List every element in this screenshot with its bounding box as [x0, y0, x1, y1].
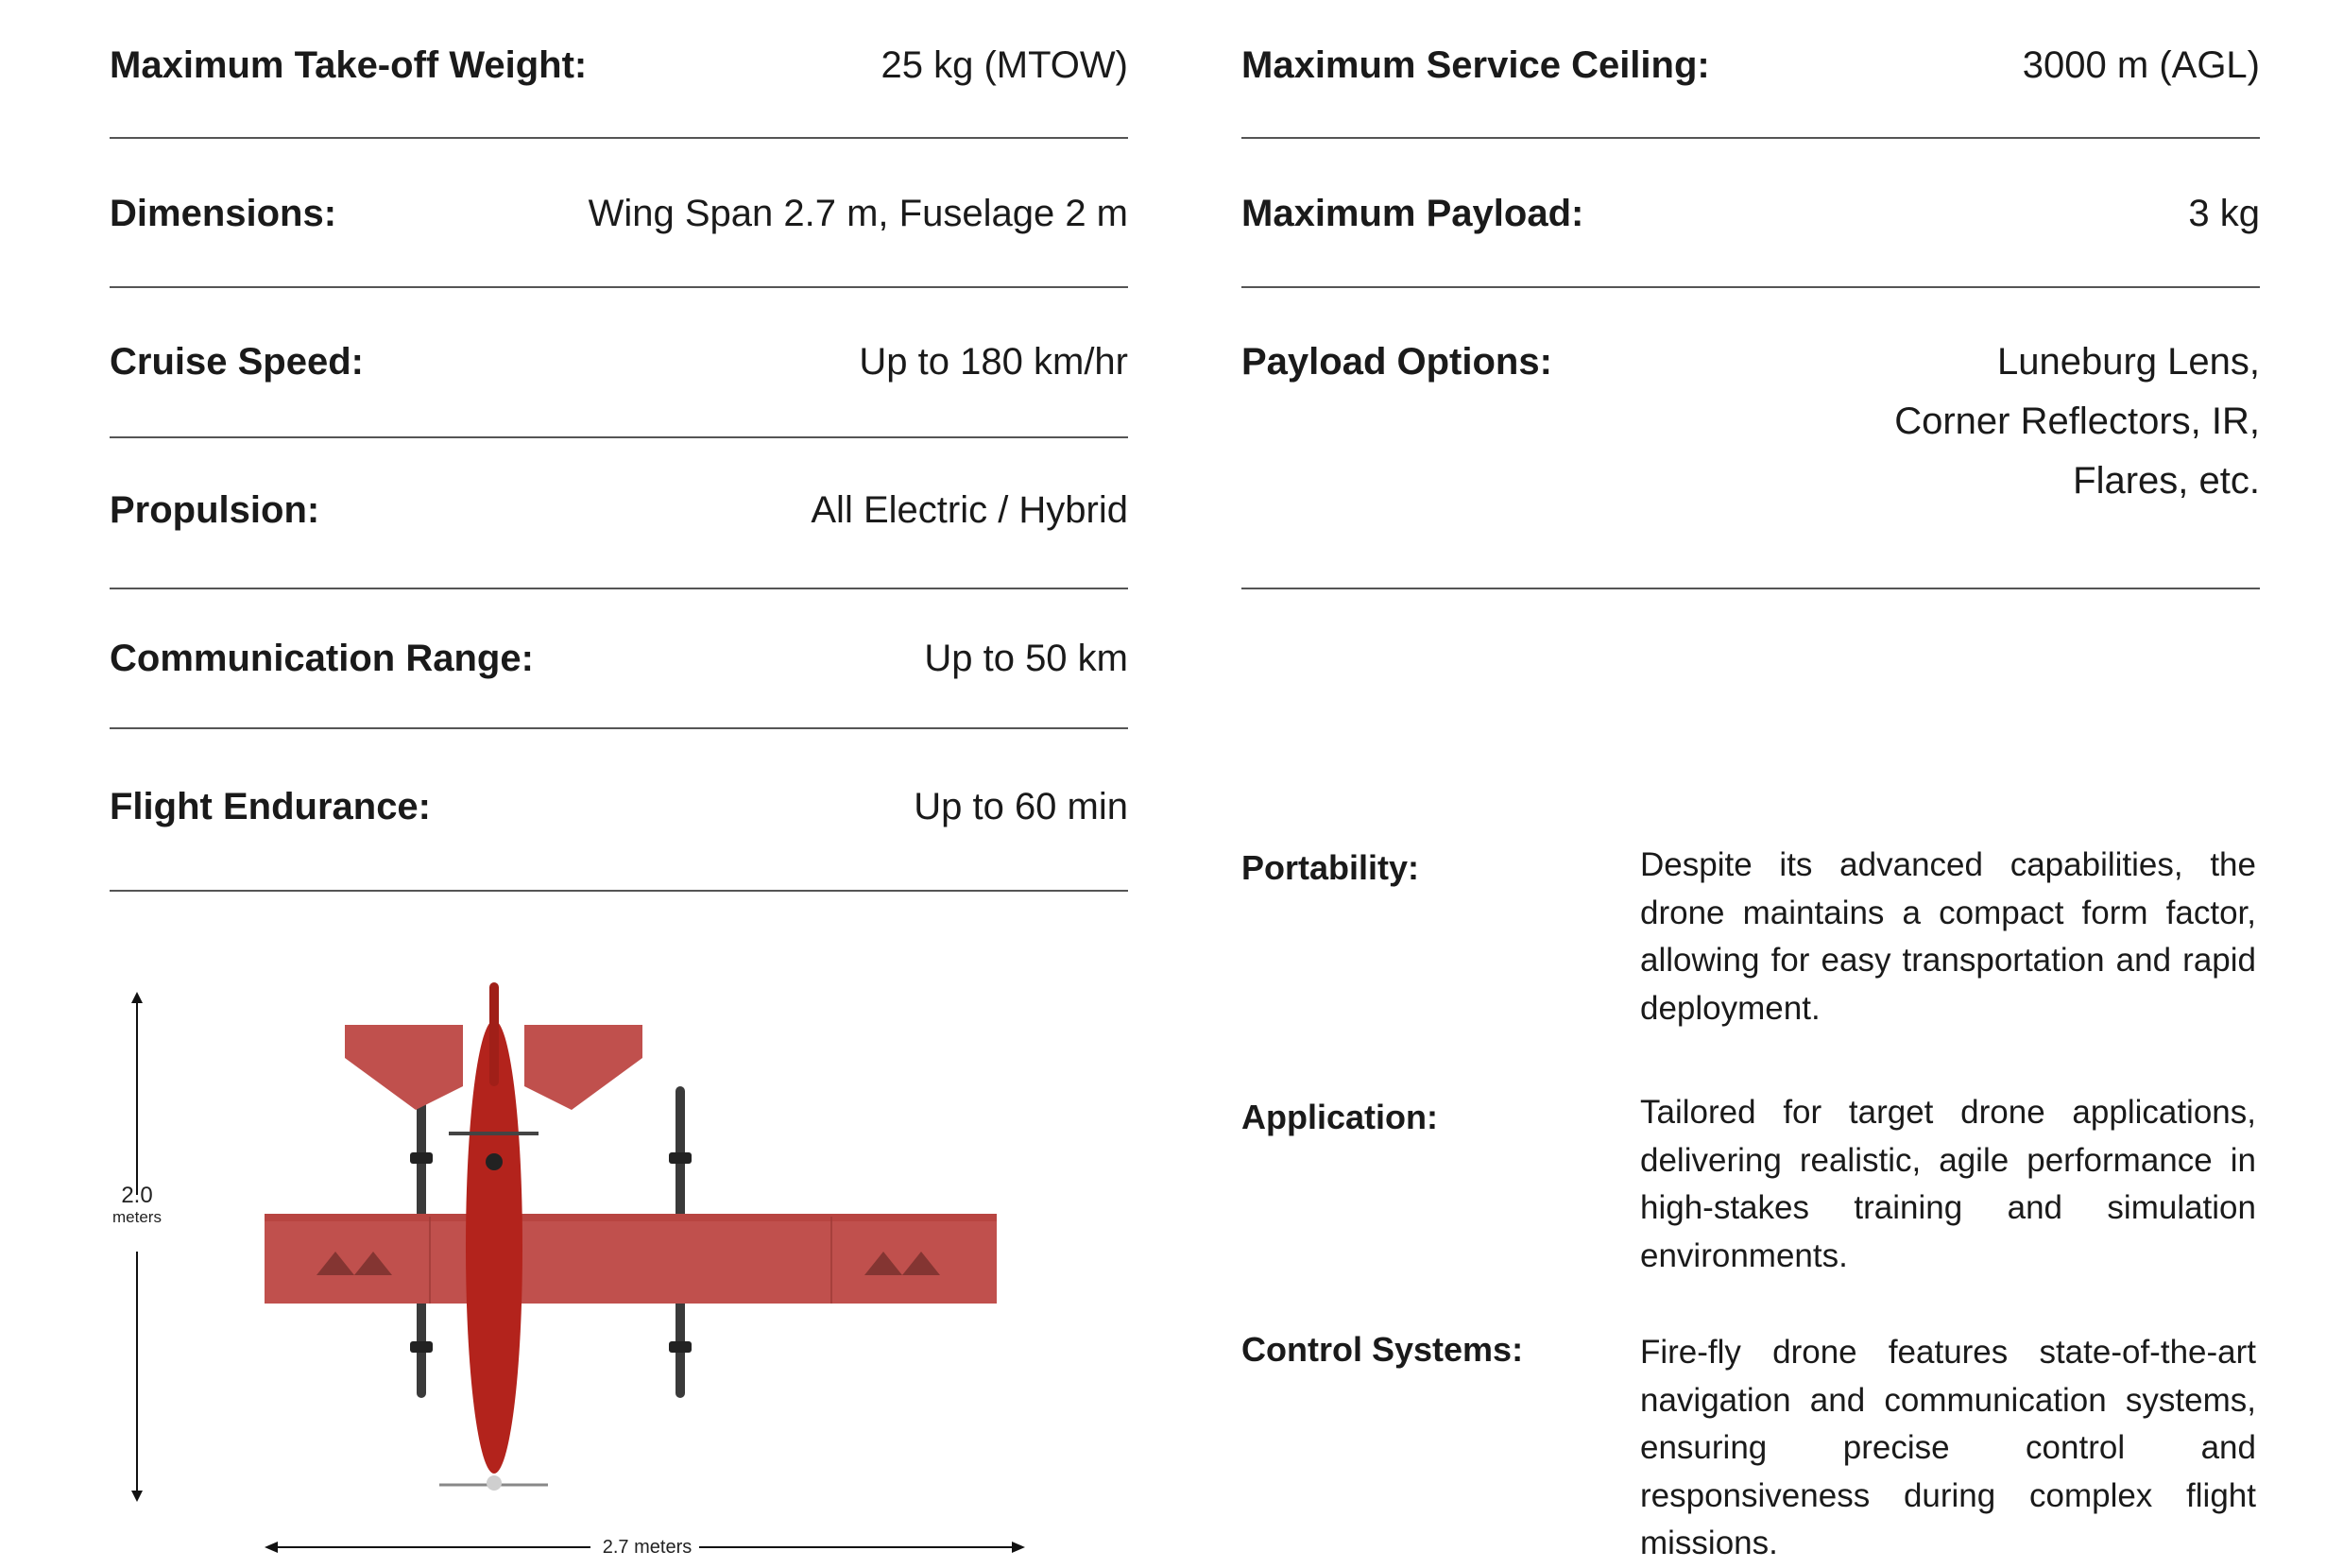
spec-label: Maximum Payload: [1241, 193, 1584, 234]
divider [110, 727, 1128, 729]
spec-value: Up to 50 km [924, 638, 1128, 679]
feature-label-portability: Portability: [1241, 848, 1420, 887]
feature-text-control-systems: Fire-fly drone features state-of-the-art navigation and communication systems, ensuring precise control and responsiveness during complex flight missions. [1640, 1334, 2256, 1561]
spec-row-mtow [110, 36, 1128, 95]
spec-row-cruise-speed [110, 332, 1128, 392]
spec-label: Dimensions: [110, 193, 337, 234]
divider [110, 137, 1128, 139]
spec-label: Communication Range: [110, 638, 534, 679]
width-dimension-label: 2.7 meters [602, 1537, 693, 1558]
spec-label: Maximum Service Ceiling: [1241, 44, 1710, 86]
spec-value: 25 kg (MTOW) [881, 44, 1128, 86]
divider [1241, 286, 2260, 288]
divider [110, 436, 1128, 438]
spec-row-communication-range [110, 629, 1128, 689]
spec-value: Up to 60 min [914, 786, 1128, 827]
spec-value: 3 kg [2188, 193, 2260, 234]
height-dimension-line [128, 992, 146, 1502]
spec-value: 3000 m (AGL) [2022, 44, 2260, 86]
spec-label: Flight Endurance: [110, 786, 431, 827]
spec-value-line: Corner Reflectors, IR, [1894, 401, 2260, 442]
spec-label: Maximum Take-off Weight: [110, 44, 588, 86]
spec-row-dimensions [110, 184, 1128, 244]
spec-value: Wing Span 2.7 m, Fuselage 2 m [588, 193, 1128, 234]
drone-figure [94, 973, 1039, 1568]
divider [110, 588, 1128, 589]
spec-value: All Electric / Hybrid [811, 489, 1128, 531]
spec-row-max-payload [1241, 184, 2260, 244]
spec-row-propulsion [110, 481, 1128, 540]
divider [110, 890, 1128, 892]
height-dimension-label [99, 1183, 175, 1226]
spec-value-line: Luneburg Lens, [1996, 341, 2260, 383]
spec-label: Payload Options: [1241, 341, 1552, 383]
height-value: 2.0 [121, 1183, 153, 1208]
height-unit: meters [112, 1208, 162, 1226]
spec-label: Propulsion: [110, 489, 320, 531]
feature-text-application: Tailored for target drone applications, delivering realistic, agile performance in high-stakes training and simulation environments. [1640, 1094, 2256, 1274]
spec-row-service-ceiling [1241, 36, 2260, 95]
drone-top-view-image [265, 973, 1020, 1502]
divider [1241, 137, 2260, 139]
spec-label: Cruise Speed: [110, 341, 364, 383]
spec-value-line: Flares, etc. [2073, 460, 2260, 502]
spec-row-flight-endurance [110, 777, 1128, 837]
feature-label-application: Application: [1241, 1098, 1438, 1136]
divider [1241, 588, 2260, 589]
spec-value: Up to 180 km/hr [859, 341, 1128, 383]
spec-row-payload-options [1241, 332, 2260, 511]
spec-value-multiline [1894, 332, 2260, 511]
feature-label-control-systems: Control Systems: [1241, 1330, 1524, 1369]
feature-text-portability: Despite its advanced capabilities, the drone maintains a compact form factor, allowing for easy transportation and rapid deployment. [1640, 846, 2256, 1027]
divider [110, 286, 1128, 288]
